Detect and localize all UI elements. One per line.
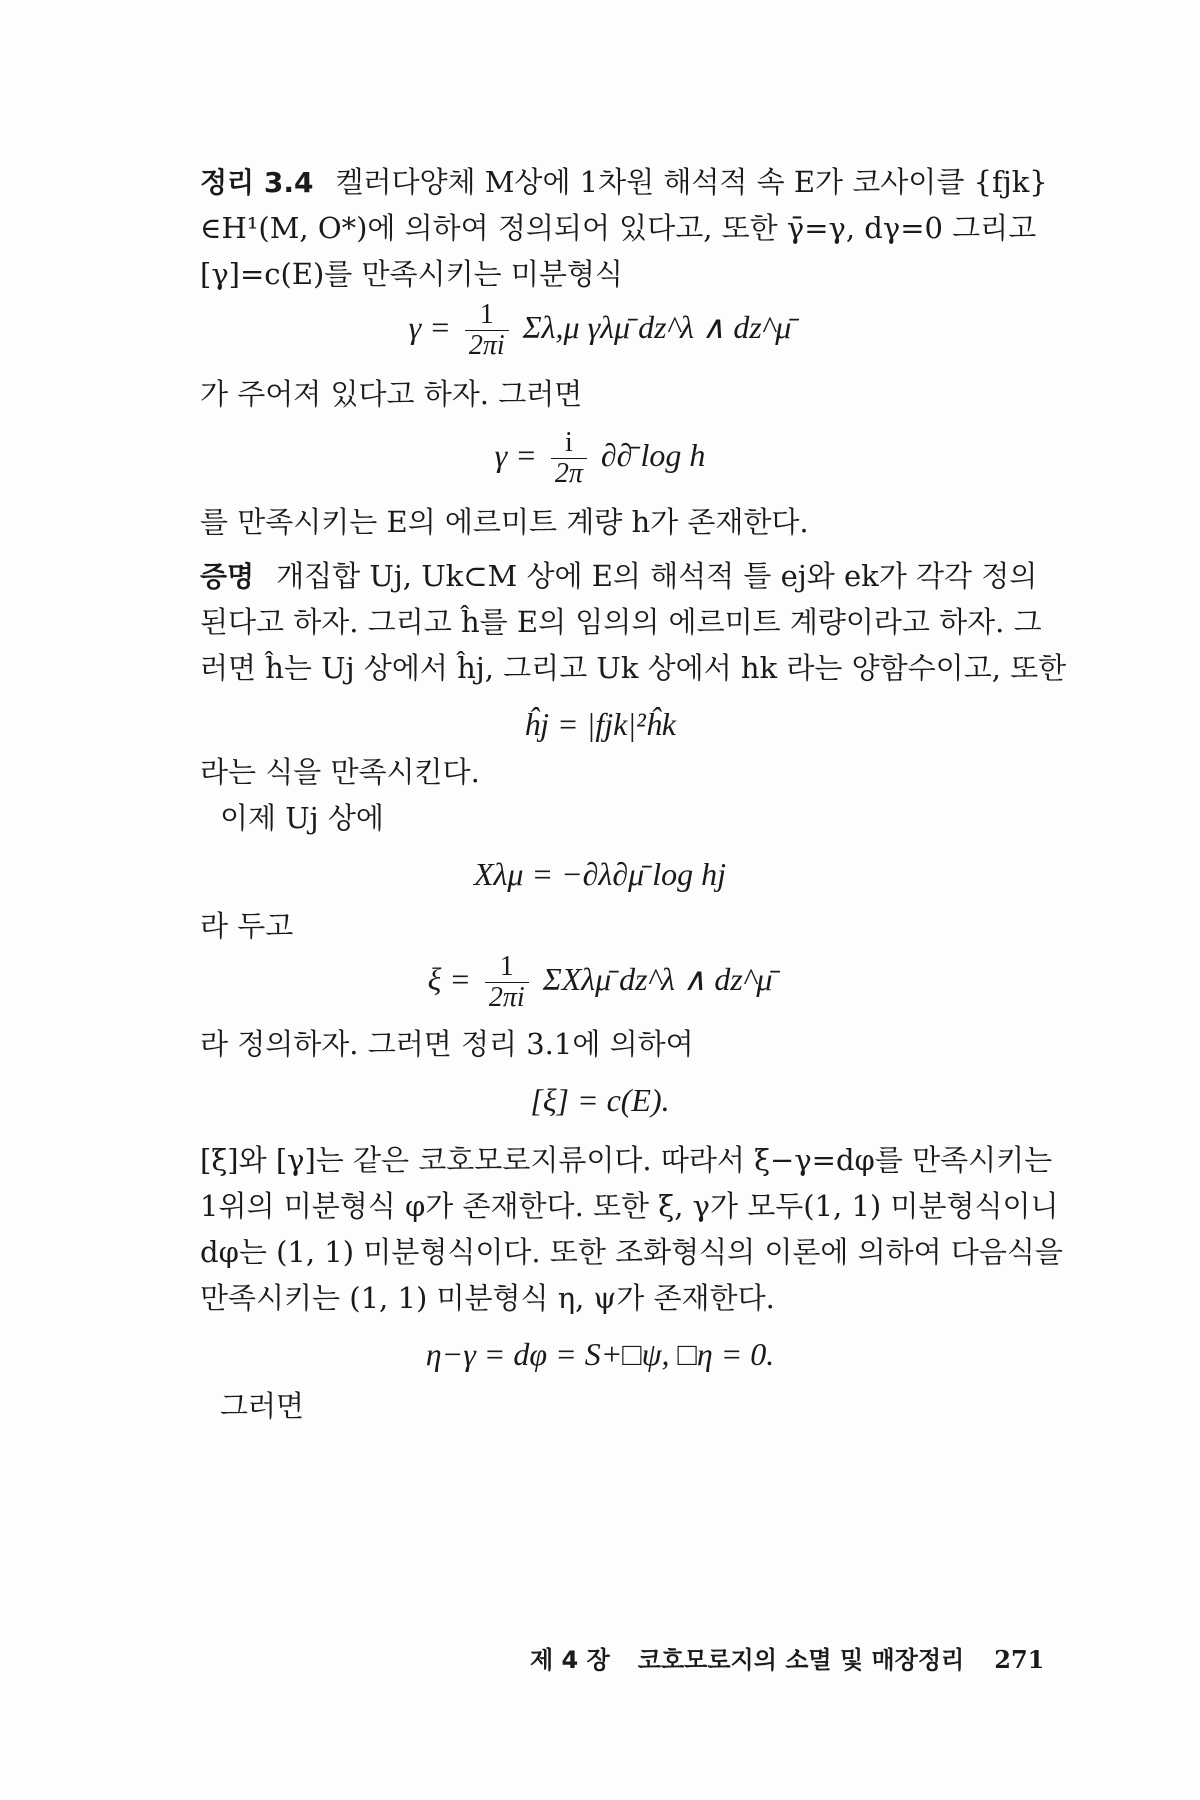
eq2-lhs: γ = (494, 436, 537, 473)
eq5-fraction (485, 952, 529, 1013)
theorem-line-5: 를 만족시키는 E의 에르미트 계량 h가 존재한다. (200, 505, 809, 539)
proof-line-12: 그러면 (220, 1389, 305, 1423)
theorem-line-1 (200, 162, 1060, 203)
theorem-text-1: 켈러다양체 M상에 1차원 해석적 속 E가 코사이클 {fjk} (335, 165, 1048, 199)
theorem-line-4: 가 주어져 있다고 하자. 그러면 (200, 377, 583, 411)
eq1-fraction (465, 300, 509, 361)
equation-h-transition: ĥj = |fjk|²ĥk (524, 706, 676, 742)
eq2-rhs: ∂∂̄ log h (600, 436, 706, 473)
eq2-numerator: i (551, 428, 587, 459)
eq1-rhs: Σλ,μ γλμ̄ dz^λ ∧ dz^μ̄ (522, 308, 792, 345)
theorem-line-3: [γ]=c(E)를 만족시키는 미분형식 (200, 257, 623, 291)
equation-xi-class: [ξ] = c(E). (530, 1082, 670, 1118)
proof-line-4: 라는 식을 만족시킨다. (200, 755, 480, 789)
equation-xi-definition (0, 952, 1200, 1013)
page-number: 271 (994, 1645, 1045, 1674)
proof-line-6: 라 두고 (200, 909, 294, 943)
proof-line-10: dφ는 (1, 1) 미분형식이다. 또한 조화형식의 이론에 의하여 다음식을 (200, 1235, 1063, 1269)
proof-line-11: 만족시키는 (1, 1) 미분형식 η, ψ가 존재한다. (200, 1281, 775, 1315)
proof-label: 증명 (200, 560, 255, 593)
page-footer (530, 1640, 1050, 1675)
footer-title: 코호모로지의 소멸 및 매장정리 (637, 1646, 965, 1674)
eq5-rhs: ΣXλμ̄ dz^λ ∧ dz^μ̄ (542, 960, 773, 997)
theorem-label: 정리 3.4 (200, 166, 314, 199)
proof-line-9: 1위의 미분형식 φ가 존재한다. 또한 ξ, γ가 모두(1, 1) 미분형식이니 (200, 1189, 1059, 1223)
proof-line-3: 러면 ĥ는 Uj 상에서 ĥj, 그리고 Uk 상에서 hk 라는 양함수이고, 또한 (200, 651, 1067, 685)
eq1-lhs: γ = (408, 308, 451, 345)
equation-gamma-log-h (0, 428, 1200, 489)
proof-line-7: 라 정의하자. 그러면 정리 3.1에 의하여 (200, 1027, 694, 1061)
proof-line-8: [ξ]와 [γ]는 같은 코호모로지류이다. 따라서 ξ−γ=dφ를 만족시키는 (200, 1143, 1053, 1177)
eq5-numerator: 1 (485, 952, 529, 983)
proof-line-5: 이제 Uj 상에 (220, 801, 384, 835)
footer-chapter: 제 4 장 (530, 1646, 610, 1674)
equation-x-lambda-mu: Xλμ = −∂λ∂μ̄ log hj (474, 856, 726, 892)
proof-line-2: 된다고 하자. 그리고 ĥ를 E의 임의의 에르미트 계량이라고 하자. 그 (200, 605, 1042, 639)
eq1-denominator: 2πi (468, 330, 505, 361)
equation-gamma-definition (0, 300, 1200, 361)
eq2-denominator: 2π (554, 458, 583, 489)
eq5-denominator: 2πi (488, 982, 525, 1013)
proof-text-1: 개집합 Uj, Uk⊂M 상에 E의 해석적 틀 ej와 ek가 각각 정의 (276, 559, 1038, 593)
eq2-fraction (551, 428, 587, 489)
eq1-numerator: 1 (465, 300, 509, 331)
equation-eta-hodge: η−γ = dφ = S+□ψ, □η = 0. (425, 1336, 775, 1372)
proof-line-1 (200, 556, 1060, 597)
eq5-lhs: ξ = (427, 960, 471, 997)
theorem-line-2: ∈H¹(M, O*)에 의하여 정의되어 있다고, 또한 γ̄=γ, dγ=0 그리고 (200, 211, 1037, 245)
